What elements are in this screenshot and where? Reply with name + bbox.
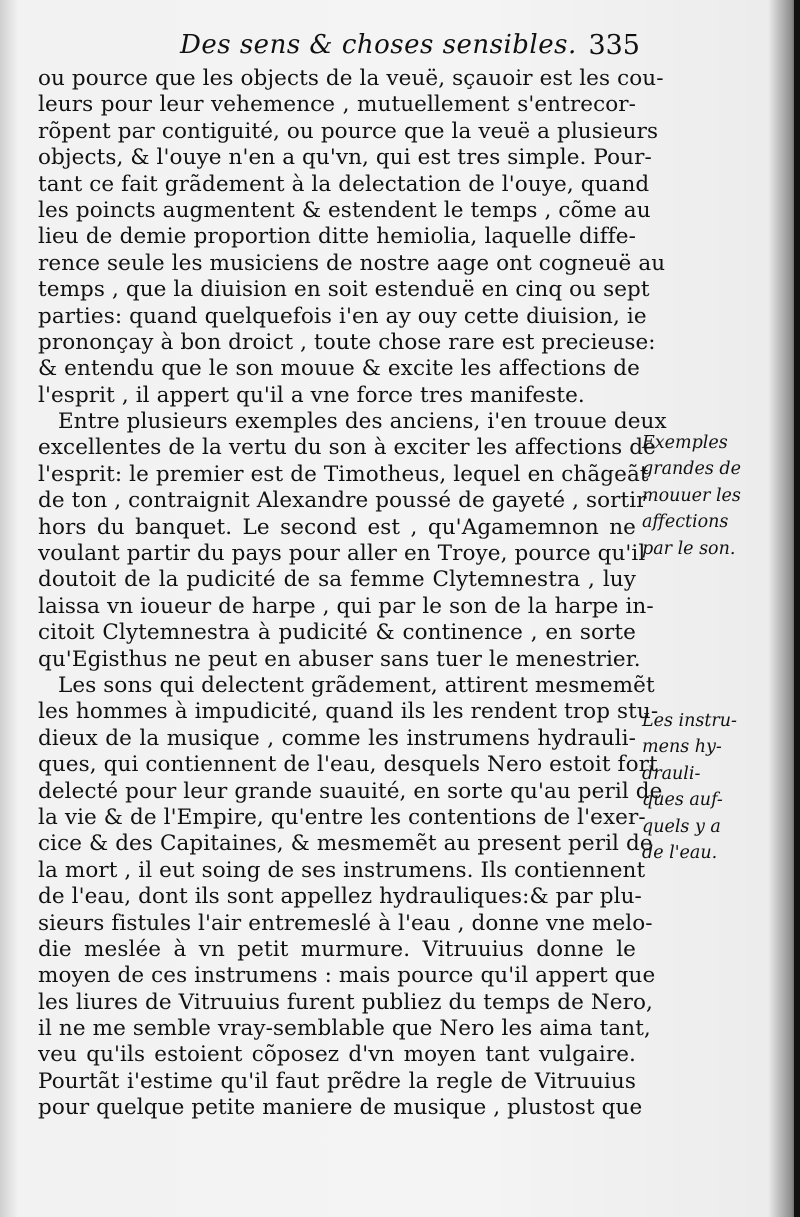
- text-line: voulant partir du pays pour aller en Troye, pource qu'il: [38, 541, 646, 567]
- text-line: die meslée à vn petit murmure. Vitruuius donne le: [38, 936, 636, 962]
- margin-note-1: [642, 430, 792, 562]
- text-line: rence seule les musiciens de nostre aage ont cogneuë au: [38, 250, 666, 276]
- margin-note-line: par le son.: [642, 538, 736, 559]
- text-line: les hommes à impudicité, quand ils les rendent trop stu-: [38, 699, 659, 725]
- text-line: ou pource que les objects de la veuë, sçauoir est les cou-: [38, 66, 664, 91]
- margin-note-line: ques auf-: [642, 790, 723, 811]
- text-line: parties: quand quelquefois i'en ay ouy cette diuision, ie: [38, 303, 647, 329]
- margin-note-line: quels y a: [642, 816, 721, 837]
- text-line: temps , que la diuision en soit estenduë en cinq ou sept: [38, 277, 650, 303]
- text-line: leurs pour leur vehemence , mutuellement s'entrecor-: [38, 92, 636, 118]
- margin-note-line: grandes de: [642, 459, 741, 480]
- text-line: l'esprit , il appert qu'il a vne force tres manifeste.: [38, 382, 585, 408]
- page-header: [180, 30, 640, 66]
- page-edge-shadow: [794, 0, 800, 1217]
- text-line: de l'eau, dont ils sont appellez hydrauliques:& par plu-: [38, 884, 642, 910]
- text-line: delecté pour leur grande suauité, en sorte qu'au peril de: [38, 778, 663, 804]
- text-line: la mort , il eut soing de ses instrumens. Ils contiennent: [38, 857, 646, 883]
- text-line: Entre plusieurs exemples des anciens, i'en trouue deux: [58, 409, 667, 435]
- paragraph-1: [38, 66, 666, 409]
- text-line: & entendu que le son mouue & excite les affections de: [38, 356, 640, 382]
- margin-note-line: mouuer les: [642, 485, 741, 506]
- margin-note-line: drauli-: [642, 763, 701, 784]
- margin-note-line: mens hy-: [642, 737, 722, 758]
- paragraph-3: [38, 672, 663, 1122]
- text-line: hors du banquet. Le second est , qu'Agamemnon ne: [38, 514, 636, 540]
- text-line: il ne me semble vray-semblable que Nero les aima tant,: [38, 1016, 651, 1042]
- text-line: l'esprit: le premier est de Timotheus, lequel en chãgeãt: [38, 461, 649, 487]
- text-line: cice & des Capitaines, & mesmemẽt au present peril de: [38, 831, 653, 857]
- margin-note-2: [642, 708, 792, 866]
- text-line: laissa vn ioueur de harpe , qui par le son de la harpe in-: [38, 593, 654, 619]
- page-number: 335: [588, 30, 640, 61]
- margin-note-line: Les instru-: [642, 711, 737, 731]
- text-line: pour quelque petite maniere de musique , plustost que: [38, 1095, 643, 1121]
- text-line: la vie & de l'Empire, qu'entre les contentions de l'exer-: [38, 804, 646, 830]
- margin-note-line: Exemples: [642, 433, 728, 453]
- text-line: lieu de demie proportion ditte hemiolia, laquelle diffe-: [38, 224, 636, 250]
- paragraph-2: [38, 409, 667, 673]
- text-line: ques, qui contiennent de l'eau, desquels Nero estoit fort: [38, 752, 658, 778]
- text-line: Les sons qui delectent grãdement, attirent mesmemẽt: [58, 672, 655, 698]
- text-line: Pourtãt i'estime qu'il faut prẽdre la regle de Vitruuius: [38, 1068, 636, 1094]
- running-title: Des sens & choses sensibles.: [180, 30, 577, 60]
- text-line: moyen de ces instrumens : mais pource qu'il appert que: [38, 963, 656, 989]
- text-line: doutoit de la pudicité de sa femme Clytemnestra , luy: [38, 567, 636, 593]
- text-line: prononçay à bon droict , toute chose rare est precieuse:: [38, 329, 656, 355]
- text-line: excellentes de la vertu du son à exciter les affections de: [38, 435, 656, 461]
- text-line: tant ce fait grãdement à la delectation de l'ouye, quand: [38, 171, 650, 197]
- margin-note-line: de l'eau.: [642, 842, 718, 863]
- text-line: qu'Egisthus ne peut en abuser sans tuer le menestrier.: [38, 646, 641, 672]
- text-line: dieux de la musique , comme les instrumens hydrauli-: [38, 725, 636, 751]
- text-line: les poincts augmentent & estendent le temps , cõme au: [38, 197, 651, 223]
- text-line: objects, & l'ouye n'en a qu'vn, qui est tres simple. Pour-: [38, 145, 652, 171]
- text-line: veu qu'ils estoient cõposez d'vn moyen tant vulgaire.: [38, 1042, 636, 1068]
- text-line: sieurs fistules l'air entremeslé à l'eau , donne vne melo-: [38, 910, 653, 936]
- text-line: rõpent par contiguité, ou pource que la veuë a plusieurs: [38, 118, 659, 144]
- margin-note-line: affections: [642, 512, 729, 533]
- body-text: [38, 66, 667, 1122]
- text-line: de ton , contraignit Alexandre poussé de gayeté , sortir: [38, 488, 647, 514]
- text-line: citoit Clytemnestra à pudicité & continence , en sorte: [38, 620, 636, 646]
- text-line: les liures de Vitruuius furent publiez du temps de Nero,: [38, 989, 653, 1015]
